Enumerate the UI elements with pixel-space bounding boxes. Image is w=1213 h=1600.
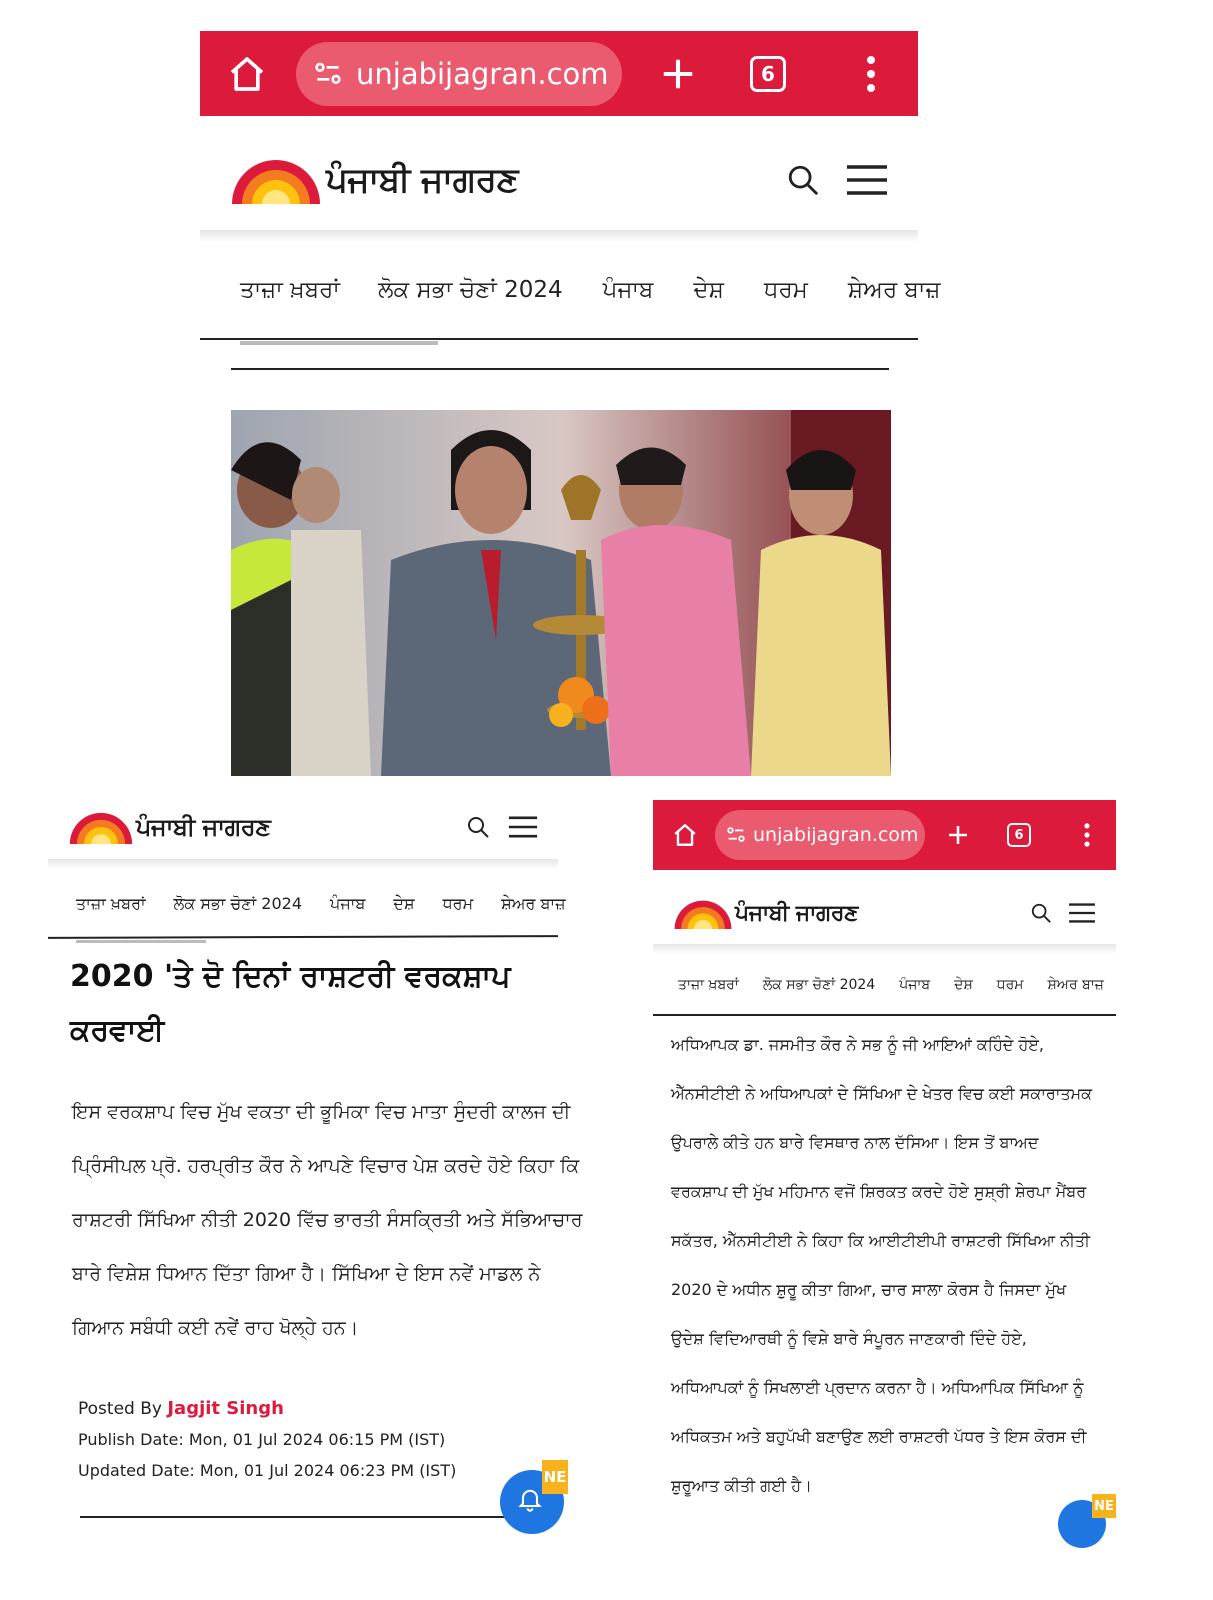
browser-toolbar-3 [653,800,1116,870]
nav-item-religion[interactable]: ਧਰਮ [996,977,1024,993]
more-vert-icon [1083,822,1091,848]
bell-icon [516,1484,544,1514]
paragraph-line: ਅਧਿਆਪਕਾਂ ਨੂੰ ਸਿਖਲਾਈ ਪ੍ਰਦਾਨ ਕਰਨਾ ਹੈ। ਅਧਿਆਪਿਕ ਸਿੱਖਿਆ ਨੂੰ [671,1378,1084,1397]
logo-text: ਪੰਜਾਬੀ ਜਾਗਰਣ [735,900,858,926]
content-divider [231,368,889,370]
paragraph-line: ਐੱਨਸੀਟੀਈ ਨੇ ਅਧਿਆਪਕਾਂ ਦੇ ਸਿੱਖਿਆ ਦੇ ਖੇਤਰ ਵਿਚ ਕਈ ਸਕਾਰਾਤਮਕ [671,1084,1093,1103]
nav-divider [200,338,918,340]
hamburger-menu-icon[interactable] [1068,902,1096,924]
nav-item-country[interactable]: ਦੇਸ਼ [954,977,973,993]
site-header [200,130,918,230]
byline-divider [80,1516,550,1518]
plus-icon [946,823,970,847]
nav-item-punjab[interactable]: ਪੰਜਾਬ [899,977,931,993]
tab-switcher-button[interactable] [1007,823,1031,847]
nav-item-stock-market[interactable]: ਸ਼ੇਅਰ ਬਾਜ਼ [501,894,566,913]
menu-button[interactable] [1077,815,1097,855]
site-settings-icon[interactable] [725,824,747,846]
site-logo-3[interactable] [673,898,858,929]
byline [78,1398,284,1419]
logo-text: ਪੰਜਾਬੀ ਜਾਗਰਣ [326,160,518,200]
paragraph-line: ਇਸ ਵਰਕਸ਼ਾਪ ਵਿਚ ਮੁੱਖ ਵਕਤਾ ਦੀ ਭੂਮਿਕਾ ਵਿਚ ਮਾਤਾ ਸੁੰਦਰੀ ਕਾਲਜ ਦੀ [72,1101,571,1123]
plus-icon [659,55,697,93]
paragraph-line: ਗਿਆਨ ਸਬੰਧੀ ਕਈ ਨਵੇਂ ਰਾਹ ਖੋਲ੍ਹੇ ਹਨ। [72,1317,359,1339]
paragraph-line: ਪ੍ਰਿੰਸੀਪਲ ਪ੍ਰੋ. ਹਰਪ੍ਰੀਤ ਕੌਰ ਨੇ ਆਪਣੇ ਵਿਚਾਰ ਪੇਸ਼ ਕਰਦੇ ਹੋਏ ਕਿਹਾ ਕਿ [72,1155,580,1177]
nav-item-country[interactable]: ਦੇਸ਼ [393,894,415,913]
site-header-2 [48,795,558,859]
active-tab-indicator [76,940,206,943]
posted-by-label: Posted By [78,1399,162,1419]
browser-toolbar [200,31,918,116]
headline-line-2: ਕਰਵਾਈ [70,1013,165,1048]
header-shadow [48,859,558,869]
nav-item-latest[interactable]: ਤਾਜ਼ਾ ਖ਼ਬਰਾਂ [678,977,739,993]
nav-item-punjab[interactable]: ਪੰਜਾਬ [602,277,654,303]
search-icon[interactable] [786,163,820,197]
paragraph-line: ਸਕੱਤਰ, ਐੱਨਸੀਟੀਈ ਨੇ ਕਿਹਾ ਕਿ ਆਈਟੀਈਪੀ ਰਾਸ਼ਟਰੀ ਸਿੱਖਿਆ ਨੀਤੀ [671,1231,1090,1250]
category-nav [240,270,941,310]
logo-text: ਪੰਜਾਬੀ ਜਾਗਰਣ [136,813,271,841]
home-icon [227,54,267,94]
nav-item-stock-market[interactable]: ਸ਼ੇਅਰ ਬਾਜ਼ [1047,977,1104,993]
sunrise-logo-icon [230,156,322,204]
updated-date: Updated Date: Mon, 01 Jul 2024 06:23 PM (IST) [78,1461,457,1480]
paragraph-line: 2020 ਦੇ ਅਧੀਨ ਸ਼ੁਰੂ ਕੀਤਾ ਗਿਆ, ਚਾਰ ਸਾਲਾ ਕੋਰਸ ਹੈ ਜਿਸਦਾ ਮੁੱਖ [671,1280,1067,1299]
url-text: unjabijagran.com [356,56,609,91]
nav-item-latest[interactable]: ਤਾਜ਼ਾ ਖ਼ਬਰਾਂ [240,277,340,303]
new-badge-text: NE [1094,1498,1114,1514]
tab-count: 6 [761,61,775,86]
paragraph-line: ਸ਼ੁਰੂਆਤ ਕੀਤੀ ਗਈ ਹੈ। [671,1476,812,1495]
menu-button[interactable] [856,46,886,102]
nav-item-stock-market[interactable]: ਸ਼ੇਅਰ ਬਾਜ਼ [847,277,941,303]
home-icon [672,822,698,848]
nav-item-religion[interactable]: ਧਰਮ [442,894,474,913]
url-text: unjabijagran.com [753,824,919,846]
author-link[interactable]: Jagjit Singh [167,1398,284,1419]
site-logo[interactable] [230,156,518,204]
nav-item-latest[interactable]: ਤਾਜ਼ਾ ਖ਼ਬਰਾਂ [76,894,146,913]
header-shadow [200,230,918,242]
article-paragraph-1 [72,1085,583,1355]
nav-item-elections[interactable]: ਲੋਕ ਸਭਾ ਚੋਣਾਂ 2024 [762,977,876,993]
site-logo-2[interactable] [68,810,270,844]
new-tab-button[interactable] [650,46,706,102]
active-tab-indicator [240,341,438,345]
lamp-lighting-photo [231,410,891,776]
search-icon[interactable] [466,815,490,839]
search-icon[interactable] [1030,902,1052,924]
sunrise-logo-icon [673,898,733,929]
category-nav-3 [678,972,1116,998]
paragraph-line: ਅਧਿਆਪਕ ਡਾ. ਜਸਮੀਤ ਕੌਰ ਨੇ ਸਭ ਨੂੰ ਜੀ ਆਇਆਂ ਕਹਿੰਦੇ ਹੋਏ, [671,1035,1044,1054]
nav-divider [48,935,558,939]
nav-item-religion[interactable]: ਧਰਮ [763,277,808,303]
address-bar[interactable] [715,810,925,860]
nav-item-elections[interactable]: ਲੋਕ ਸਭਾ ਚੋਣਾਂ 2024 [377,277,563,303]
hamburger-menu-icon[interactable] [508,815,538,839]
publish-date: Publish Date: Mon, 01 Jul 2024 06:15 PM (IST) [78,1430,446,1449]
paragraph-line: ਬਾਰੇ ਵਿਸ਼ੇਸ਼ ਧਿਆਨ ਦਿੱਤਾ ਗਿਆ ਹੈ। ਸਿੱਖਿਆ ਦੇ ਇਸ ਨਵੇਂ ਮਾਡਲ ਨੇ [72,1263,541,1285]
headline-line-1: 2020 'ਤੇ ਦੋ ਦਿਨਾਂ ਰਾਸ਼ਟਰੀ ਵਰਕਸ਼ਾਪ [70,959,511,994]
article-photo[interactable] [231,410,891,776]
paragraph-line: ਰਾਸ਼ਟਰੀ ਸਿੱਖਿਆ ਨੀਤੀ 2020 ਵਿੱਚ ਭਾਰਤੀ ਸੰਸਕ੍ਰਿਤੀ ਅਤੇ ਸੱਭਿਆਚਾਰ [72,1209,583,1231]
sunrise-logo-icon [68,810,134,844]
category-nav-2 [76,890,566,918]
article-headline [70,950,550,1058]
nav-item-punjab[interactable]: ਪੰਜਾਬ [330,894,366,913]
article-paragraph-2 [671,1020,1111,1510]
site-header-3 [653,882,1116,944]
tab-count: 6 [1014,827,1024,843]
tab-switcher-button[interactable] [750,56,786,92]
site-settings-icon[interactable] [312,58,344,90]
nav-divider [653,1014,1116,1016]
paragraph-line: ਉਦੇਸ਼ ਵਿਦਿਆਰਥੀ ਨੂੰ ਵਿਸ਼ੇ ਬਾਰੇ ਸੰਪੂਰਨ ਜਾਣਕਾਰੀ ਦਿੰਦੇ ਹੋਏ, [671,1329,1027,1348]
home-button[interactable] [669,813,701,857]
hamburger-menu-icon[interactable] [846,163,888,197]
header-shadow [653,944,1116,954]
new-badge [1092,1494,1116,1518]
address-bar[interactable] [296,42,622,106]
paragraph-line: ਉਪਰਾਲੇ ਕੀਤੇ ਹਨ ਬਾਰੇ ਵਿਸਥਾਰ ਨਾਲ ਦੱਸਿਆ। ਇਸ ਤੋਂ ਬਾਅਦ [671,1133,1039,1152]
home-button[interactable] [218,45,276,103]
nav-item-elections[interactable]: ਲੋਕ ਸਭਾ ਚੋਣਾਂ 2024 [173,894,303,913]
new-badge [542,1460,568,1494]
new-badge-text: NE [543,1468,567,1486]
more-vert-icon [865,54,877,94]
new-tab-button[interactable] [943,815,973,855]
nav-item-country[interactable]: ਦੇਸ਼ [693,277,724,303]
paragraph-line: ਵਰਕਸ਼ਾਪ ਦੀ ਮੁੱਖ ਮਹਿਮਾਨ ਵਜੋਂ ਸ਼ਿਰਕਤ ਕਰਦੇ ਹੋਏ ਸੁਸ਼੍ਰੀ ਸ਼ੇਰਪਾ ਮੈਂਬਰ [671,1182,1087,1201]
paragraph-line: ਅਧਿਕਤਮ ਅਤੇ ਬਹੁਪੱਖੀ ਬਣਾਉਣ ਲਈ ਰਾਸ਼ਟਰੀ ਪੱਧਰ ਤੇ ਇਸ ਕੋਰਸ ਦੀ [671,1427,1087,1446]
